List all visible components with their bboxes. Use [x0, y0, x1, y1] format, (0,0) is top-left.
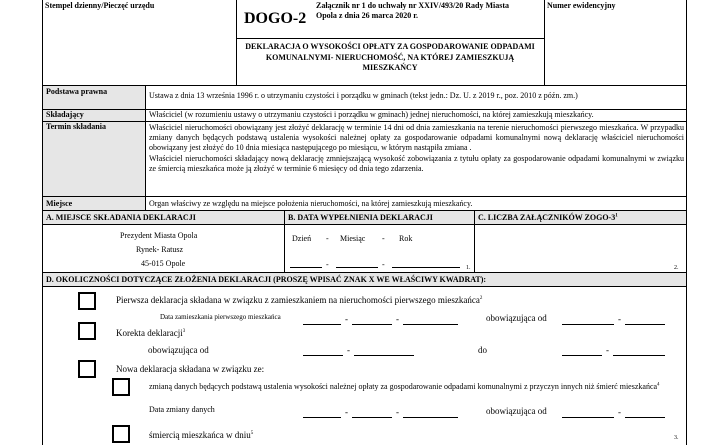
date-year-input[interactable]	[392, 267, 460, 268]
first-date-month[interactable]	[352, 324, 392, 325]
date-day-label: Dzień	[292, 234, 312, 243]
record-number-label: Numer ewidencyjny	[547, 1, 616, 10]
date-month-label: Miesiąc	[340, 234, 366, 243]
legal-basis-text: Ustawa z dnia 13 września 1996 r. o utrzymaniu czystości i porządku w gminach (tekst jedn.: Dz. U. z 2019 r., poz. 2010 z późn. zm.)	[149, 91, 578, 100]
first-date-day[interactable]	[303, 324, 341, 325]
section-d-field-no: 3.	[674, 435, 679, 441]
date-month-input[interactable]	[336, 267, 378, 268]
change-date-day[interactable]	[303, 417, 341, 418]
change-date-year[interactable]	[403, 417, 458, 418]
first-valid-from-label: obowiązująca od	[486, 313, 547, 323]
section-a-title: A. MIEJSCE SKŁADANIA DEKLARACJI	[46, 213, 196, 222]
change-date-month[interactable]	[352, 417, 392, 418]
first-date-sep-1: -	[345, 314, 348, 324]
change-data-label: zmianą danych będących podstawą ustalenia wysokości należnej opłaty za gospodarowanie odpadami komunalnymi z przyczyn innych niż śmierć mieszkańca$^4$	[149, 382, 660, 391]
section-b-title: B. DATA WYPEŁNIENIA DEKLARACJI	[288, 213, 433, 222]
stamp-label: Stempel dzienny/Pieczęć urzędu	[45, 1, 155, 10]
change-valid-month[interactable]	[562, 417, 614, 418]
date-sep-4: -	[382, 260, 385, 269]
correction-to-sep: -	[606, 345, 609, 355]
correction-from-month[interactable]	[303, 355, 343, 356]
first-date-sep-2: -	[396, 314, 399, 324]
row-line-3	[42, 196, 687, 197]
date-sep-3: -	[326, 260, 329, 269]
deadline-text-2: Właściciel nieruchomości składający nową deklarację zmniejszającą wysokość zobowiązania z tytułu opłaty za gospodarowanie odpadami komunalnymi w związku ze śmiercią mieszkańca może ją złożyć w terminie 6 miesięcy od dnia tego zdarzenia.	[149, 154, 684, 173]
correction-checkbox[interactable]	[78, 322, 96, 340]
correction-to-year[interactable]	[613, 355, 665, 356]
correction-label: Korekta deklaracji$^3$	[116, 328, 186, 338]
death-checkbox[interactable]	[112, 425, 130, 443]
first-valid-year[interactable]	[625, 324, 665, 325]
new-declaration-label: Nowa deklaracja składana w związku ze:	[116, 364, 265, 374]
place-text: Organ właściwy ze względu na miejsce położenia nieruchomości, na której zamieszkują mieszkańcy.	[149, 199, 473, 208]
change-date-sep-2: -	[396, 407, 399, 417]
correction-to-label: do	[478, 345, 487, 355]
correction-from-sep: -	[347, 345, 350, 355]
change-valid-from-label: obowiązująca od	[486, 406, 547, 416]
first-valid-month[interactable]	[562, 324, 614, 325]
ab-sep	[284, 210, 285, 272]
annex-note: Załącznik nr 1 do uchwały nr XXIV/493/20 Rady Miasta Opola z dnia 26 marca 2020 r.	[316, 1, 510, 20]
submitting-text: Właściciel (w rozumieniu ustawy o utrzymaniu czystości i porządku w gminach) jednej nieruchomości, na której zamieszkują mieszkańcy.	[149, 110, 594, 119]
form-code: DOGO-2	[244, 10, 307, 27]
title-top-line	[236, 38, 544, 39]
legal-basis-label: Podstawa prawna	[46, 87, 108, 96]
change-valid-sep: -	[618, 407, 621, 417]
deadline-text-1: Właściciel nieruchomości obowiązany jest złożyć deklarację w terminie 14 dni od dnia zamieszkania na terenie nieruchomości pierwszego mieszkańca. W przypadku zmiany danych będących podstawą ustalenia wysokości należnej opłaty za gospodarowanie odpadami komunalnymi nową deklarację właściciel nieruchomości obowiązany jest złożyć do 10 dnia miesiąca następującego po miesiącu, w którym nastąpiła zmiana .	[149, 123, 684, 152]
section-c-field-no: 2.	[674, 265, 679, 271]
section-a-line3: 45-015 Opole	[141, 259, 186, 268]
header-sep-2	[544, 0, 545, 85]
place-label: Miejsce	[46, 199, 73, 208]
section-c-title: C. LICZBA ZAŁĄCZNIKÓW ZOGO-$3^1$	[478, 213, 618, 222]
abc-header-line	[42, 224, 687, 225]
date-sep-1: -	[326, 234, 329, 243]
change-data-checkbox[interactable]	[112, 378, 130, 396]
frame-right	[686, 0, 687, 445]
date-day-input[interactable]	[290, 267, 322, 268]
declaration-title: DEKLARACJA O WYSOKOŚCI OPŁATY ZA GOSPODAROWANIE ODPADAMI KOMUNALNYMI- NIERUCHOMOŚĆ, NA KTÓREJ ZAMIESZKUJĄ MIESZKAŃCY	[245, 42, 535, 72]
new-declaration-checkbox[interactable]	[78, 360, 96, 378]
first-declaration-label: Pierwsza deklaracja składana w związku z zamieszkaniem na nieruchomości pierwszego mieszkańca$^2$	[116, 295, 483, 305]
row-line-2	[42, 121, 687, 122]
deadline-label: Termin składania	[46, 122, 106, 131]
change-valid-year[interactable]	[625, 417, 665, 418]
date-sep-2: -	[382, 234, 385, 243]
submitting-label: Składający	[46, 110, 84, 119]
change-date-sep-1: -	[345, 407, 348, 417]
correction-valid-from-label: obowiązująca od	[148, 345, 209, 355]
first-date-year[interactable]	[403, 324, 458, 325]
date-year-label: Rok	[399, 234, 413, 243]
header-sep-1	[236, 0, 237, 85]
correction-from-year[interactable]	[354, 355, 414, 356]
section-b-field-no: 1.	[466, 265, 471, 271]
section-d-header-line	[42, 286, 687, 287]
bc-sep	[474, 210, 475, 272]
section-a-line1: Prezydent Miasta Opola	[120, 231, 198, 240]
section-a-line2: Rynek- Ratusz	[136, 245, 184, 254]
correction-to-month[interactable]	[562, 355, 602, 356]
change-date-label: Data zmiany danych	[149, 405, 215, 414]
death-label: śmiercią mieszkańca w dniu$^5$	[149, 430, 254, 440]
first-valid-sep: -	[618, 314, 621, 324]
first-date-label: Data zamieszkania pierwszego mieszkańca	[160, 313, 281, 321]
first-declaration-checkbox[interactable]	[78, 292, 96, 310]
section-d-title: D. OKOLICZNOŚCI DOTYCZĄCE ZŁOŻENIA DEKLARACJI (PROSZĘ WPISAĆ ZNAK X WE WŁAŚCIWY KWADRAT):	[46, 275, 487, 284]
